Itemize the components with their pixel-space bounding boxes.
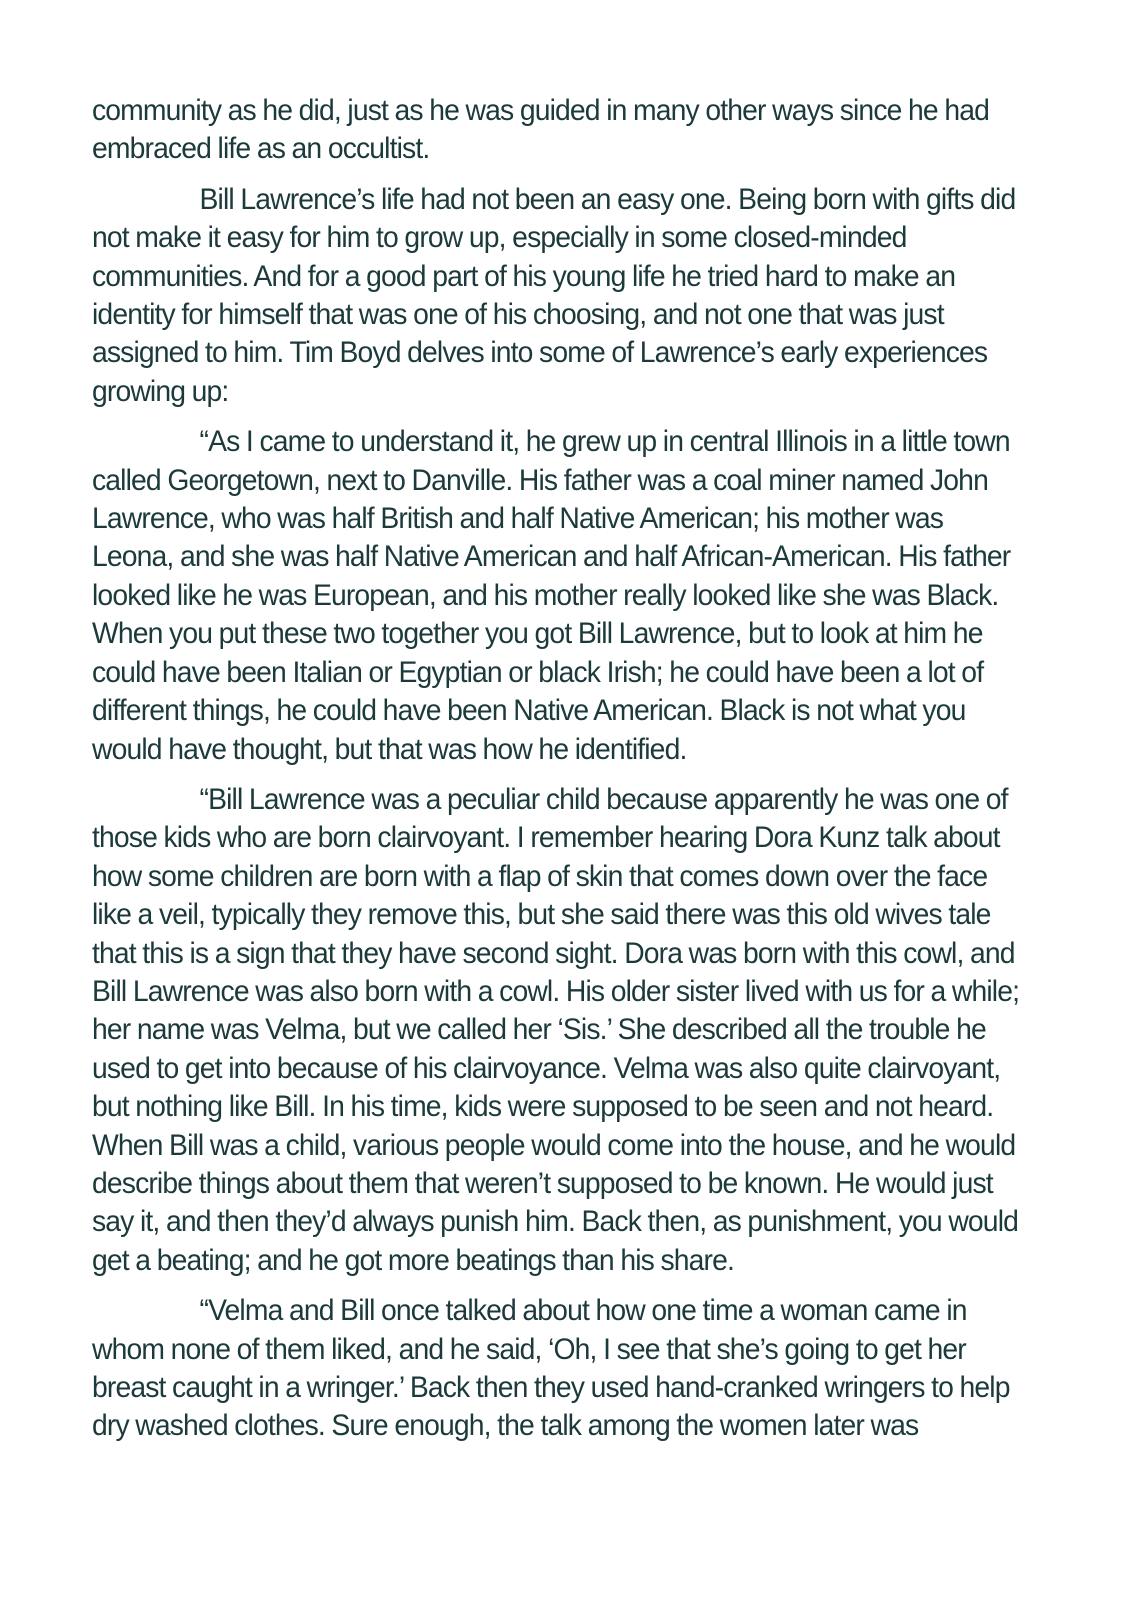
body-text [92,92,1023,1458]
paragraph-3: “As I came to understand it, he grew up in central Illinois in a little town called Georgetown, next to Danville. His father was a coal miner named John Lawrence, who was half British and half Native American; his mother was Leona, and she was half Native American and half African-American. His father looked like he was European, and his mother really looked like she was Black. When you put these two together you got Bill Lawrence, but to look at him he could have been Italian or Egyptian or black Irish; he could have been a lot of different things, he could have been Native American. Black is not what you would have thought, but that was how he identified. [92,425,1011,766]
paragraph-1: community as he did, just as he was guided in many other ways since he had embraced life as an occultist. [92,94,989,166]
paragraph-5: “Velma and Bill once talked about how one time a woman came in whom none of them liked, and he said, ‘Oh, I see that she’s going to get her breast caught in a wringer.’ Back then they used hand-cranked wringers to help dry washed clothes. Sure enough, the talk among the women later was [92,1294,1010,1443]
paragraph-2: Bill Lawrence’s life had not been an easy one. Being born with gifts did not make it easy for him to grow up, especially in some closed-minded communities. And for a good part of his young life he tried hard to make an identity for himself that was one of his choosing, and not one that was just assigned to him. Tim Boyd delves into some of Lawrence’s early experiences growing up: [92,182,1016,408]
paragraph-4: “Bill Lawrence was a peculiar child because apparently he was one of those kids who are born clairvoyant. I remember hearing Dora Kunz talk about how some children are born with a flap of skin that comes down over the face like a veil, typically they remove this, but she said there was this old wives tale that this is a sign that they have second sight. Dora was born with this cowl, and Bill Lawrence was also born with a cowl. His older sister lived with us for a while; her name was Velma, but we called her ‘Sis.’ She described all the trouble he used to get into because of his clairvoyance. Velma was also quite clairvoyant, but nothing like Bill. In his time, kids were supposed to be seen and not heard. When Bill was a child, various people would come into the house, and he would describe things about them that weren’t supposed to be known. He would just say it, and then they’d always punish him. Back then, as punishment, you would get a beating; and he got more beatings than his share. [92,782,1020,1277]
